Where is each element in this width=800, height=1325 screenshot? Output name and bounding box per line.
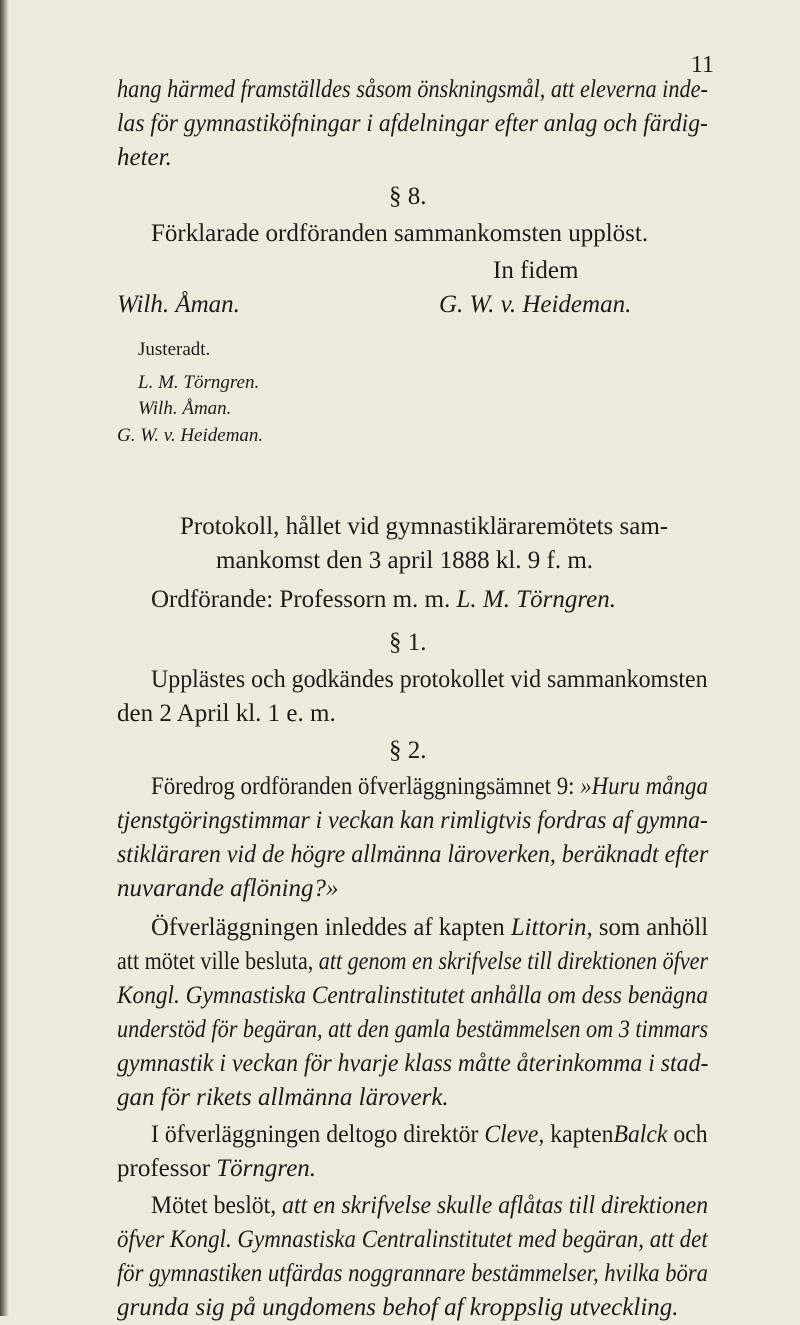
p1-line-1-italic: »Huru många: [580, 773, 708, 800]
chair-label: Ordförande: Professorn m. m.: [151, 586, 451, 613]
p3-line-1-c: kapten: [550, 1121, 614, 1148]
justering-name-2: Wilh. Åman.: [138, 398, 232, 419]
in-fidem: In fidem: [493, 257, 579, 284]
p3-line-1-e: och: [673, 1121, 708, 1148]
section-2-p2-line-1: [151, 911, 708, 945]
chair-line: [151, 583, 616, 617]
section-2-p1-line-3: stikläraren vid de högre allmänna läroverken, beräknadt efter: [117, 841, 709, 868]
section-2-p4-line-3: för gymnastiken utfärdas noggrannare bestämmelser, hvilka böra: [117, 1260, 709, 1287]
p3-line-1-b: Cleve,: [484, 1121, 545, 1148]
section-2-p4-line-4: grunda sig på ungdomens behof af kroppslig utveckling.: [117, 1294, 679, 1321]
section-2-p2-line-4: understöd för begäran, att den gamla bestämmelsen om 3 timmars: [117, 1016, 709, 1043]
section-2-p1-line-2: tjenstgöringstimmar i veckan kan rimligtvis fordras af gymna-: [117, 807, 708, 834]
section-2-p2-line-6: gan för rikets allmänna läroverk.: [117, 1084, 449, 1111]
p3-line-1-a: I öfverläggningen deltogo direktör: [151, 1121, 479, 1148]
section-2-p3-line-1: [151, 1118, 708, 1152]
p2-line-1-italic: Littorin,: [510, 914, 593, 941]
section-1-line-1: Upplästes och godkändes protokollet vid sammankomsten: [151, 666, 708, 693]
section-2-heading: § 2.: [389, 737, 427, 764]
p1-line-1-text: Föredrog ordföranden öfverläggningsämnet 9:: [151, 773, 575, 800]
protocol-heading-line-2: mankomst den 3 april 1888 kl. 9 f. m.: [216, 547, 594, 574]
section-2-p2-line-2: [117, 945, 708, 979]
section-2-p3-line-2: [117, 1152, 316, 1186]
top-paragraph-line-2: las för gymnastiköfningar i afdelningar efter anlag och färdig-: [117, 110, 708, 137]
p2-line-1-end: som anhöll: [598, 914, 709, 941]
section-1-heading: § 1.: [389, 629, 427, 656]
p2-line-1-text: Öfverläggningen inleddes af kapten: [151, 914, 505, 941]
justering-name-1: L. M. Törngren.: [138, 372, 260, 393]
justeradt-title: Justeradt.: [138, 339, 211, 360]
section-2-p4-line-1: [151, 1189, 708, 1223]
section-2-p2-line-5: gymnastik i veckan för hvarje klass måtte återinkomma i stad-: [117, 1050, 709, 1077]
justering-name-3: G. W. v. Heideman.: [117, 425, 264, 446]
section-2-p2-line-3: Kongl. Gymnastiska Centralinstitutet anhålla om dess benägna: [117, 982, 709, 1009]
page-number: 11: [690, 52, 714, 78]
top-paragraph-line-1: hang härmed framställdes såsom önskningsmål, att eleverna inde-: [117, 76, 708, 103]
p2-line-2-text: att mötet ville besluta,: [117, 948, 314, 975]
p2-line-2-italic: att genom en skrifvelse till direktionen öfver: [318, 948, 709, 975]
signature-left: Wilh. Åman.: [117, 291, 240, 318]
section-2-p4-line-2: öfver Kongl. Gymnastiska Centralinstitutet med begäran, att det: [117, 1226, 708, 1253]
p3-line-2-b: Törngren.: [216, 1155, 317, 1182]
p4-line-1-italic: att en skrifvelse skulle aflåtas till direktionen: [282, 1192, 709, 1219]
section-1-line-2: den 2 April kl. 1 e. m.: [117, 700, 336, 727]
protocol-heading-line-1: Protokoll, hållet vid gymnastiklärаremötets sam-: [180, 513, 669, 540]
section-2-p1-line-1: [151, 770, 708, 804]
top-paragraph-line-3: heter.: [117, 144, 172, 171]
section-8-heading: § 8.: [389, 183, 427, 210]
p3-line-2-a: professor: [117, 1155, 211, 1182]
p4-line-1-text: Mötet beslöt,: [151, 1192, 277, 1219]
signature-right: G. W. v. Heideman.: [439, 291, 632, 318]
chair-name: L. M. Törngren.: [456, 586, 617, 613]
section-8-text: Förklarade ordföranden sammankomsten upplöst.: [151, 220, 649, 247]
section-2-p1-line-4: nuvarande aflöning?»: [117, 875, 339, 902]
p3-line-1-d: Balck: [613, 1121, 668, 1148]
